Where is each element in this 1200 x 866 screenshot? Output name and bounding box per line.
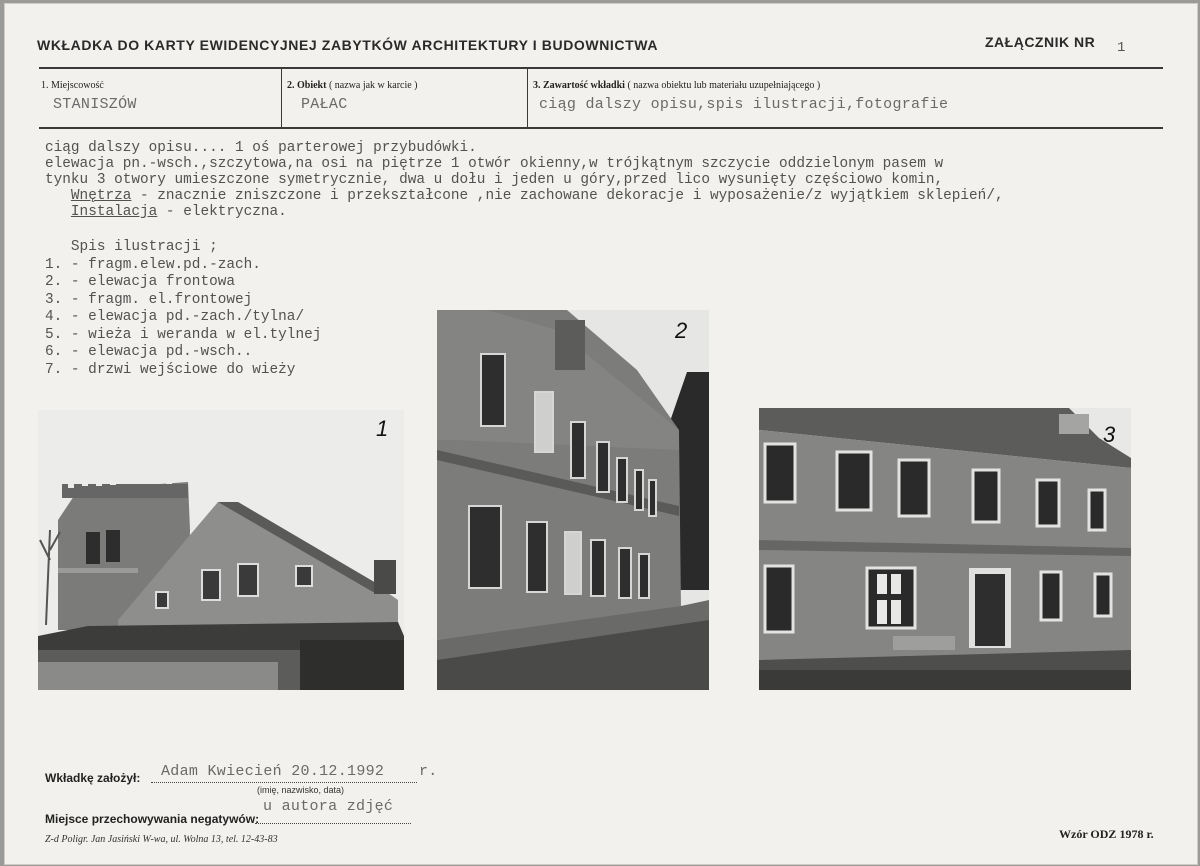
form-title: WKŁADKA DO KARTY EWIDENCYJNEJ ZABYTKÓW ARCHITEKTURY I BUDOWNICTWA: [37, 37, 659, 53]
photo-3-number: 3: [1103, 422, 1116, 447]
list-item: 2. - elewacja frontowa: [45, 274, 235, 290]
description-line: ciąg dalszy opisu.... 1 oś parterowej przybudówki.: [45, 140, 477, 156]
header-divider-1: [281, 69, 282, 127]
list-item: 3. - fragm. el.frontowej: [45, 291, 253, 308]
photo-1-number: 1: [376, 416, 389, 441]
author-suffix: r.: [419, 763, 438, 780]
negatives-label: Miejsce przechowywania negatywów:: [45, 812, 260, 826]
author-hint: (imię, nazwisko, data): [257, 785, 345, 795]
locality-label: 1. Miejscowość: [41, 80, 104, 91]
annex-number: 1: [1117, 40, 1126, 56]
locality-value: STANISZÓW: [53, 96, 137, 113]
illustrations-list: [45, 239, 321, 379]
header-top-rule: [39, 67, 1163, 69]
list-item: 7. - drzwi wejściowe do wieży: [45, 361, 296, 378]
photo-2: [437, 310, 709, 690]
printer-imprint: Z-d Poligr. Jan Jasiński W-wa, ul. Wolna 13, tel. 12-43-83: [45, 834, 278, 845]
negatives-dotted-line: [255, 823, 411, 824]
interiors-heading: Wnętrza: [70, 188, 132, 204]
list-item: 6. - elewacja pd.-wsch..: [45, 344, 253, 360]
author-value: Adam Kwiecień 20.12.1992: [161, 763, 385, 780]
header-divider-2: [527, 69, 528, 127]
object-label: 2. Obiekt ( nazwa jak w karcie ): [287, 80, 418, 91]
installation-heading: Instalacja: [70, 204, 158, 220]
header-bottom-rule: [39, 127, 1163, 129]
photo-1: [38, 410, 404, 690]
list-item: 5. - wieża i weranda w el.tylnej: [45, 326, 322, 343]
object-value: PAŁAC: [301, 96, 348, 113]
photo-2-image: [437, 310, 709, 690]
description-text: [45, 140, 1195, 220]
annex-label: ZAŁĄCZNIK NR: [985, 34, 1096, 50]
description-line: Wnętrza - znacznie zniszczone i przekształcone ,nie zachowane dekoracje i wyposażenie/z wyjątkiem sklepień/,: [70, 188, 1004, 204]
author-dotted-line: [151, 782, 417, 783]
description-line: tynku 3 otwory umieszczone symetrycznie, dwa u dołu i jeden u góry,przed lico wysunięty częściowo komin,: [45, 172, 944, 188]
list-item: 4. - elewacja pd.-zach./tylna/: [45, 309, 305, 325]
description-line: Instalacja - elektryczna.: [70, 204, 287, 220]
list-item: 1. - fragm.elew.pd.-zach.: [45, 256, 261, 273]
photo-3-image: [759, 408, 1131, 690]
record-sheet: [4, 3, 1198, 865]
negatives-value: u autora zdjęć: [263, 798, 394, 815]
photo-2-number: 2: [675, 318, 688, 343]
photo-3: [759, 408, 1131, 690]
illustrations-heading: Spis ilustracji ;: [70, 239, 218, 255]
form-template-label: Wzór ODZ 1978 r.: [1059, 827, 1154, 841]
photo-1-image: [38, 410, 404, 690]
content-value: ciąg dalszy opisu,spis ilustracji,fotografie: [539, 96, 949, 113]
content-label: 3. Zawartość wkładki ( nazwa obiektu lub materiału uzupełniającego ): [533, 80, 821, 91]
author-label: Wkładkę założył:: [45, 771, 141, 785]
description-line: elewacja pn.-wsch.,szczytowa,na osi na piętrze 1 otwór okienny,w trójkątnym szczycie oddzielonym pasem w: [45, 156, 944, 172]
